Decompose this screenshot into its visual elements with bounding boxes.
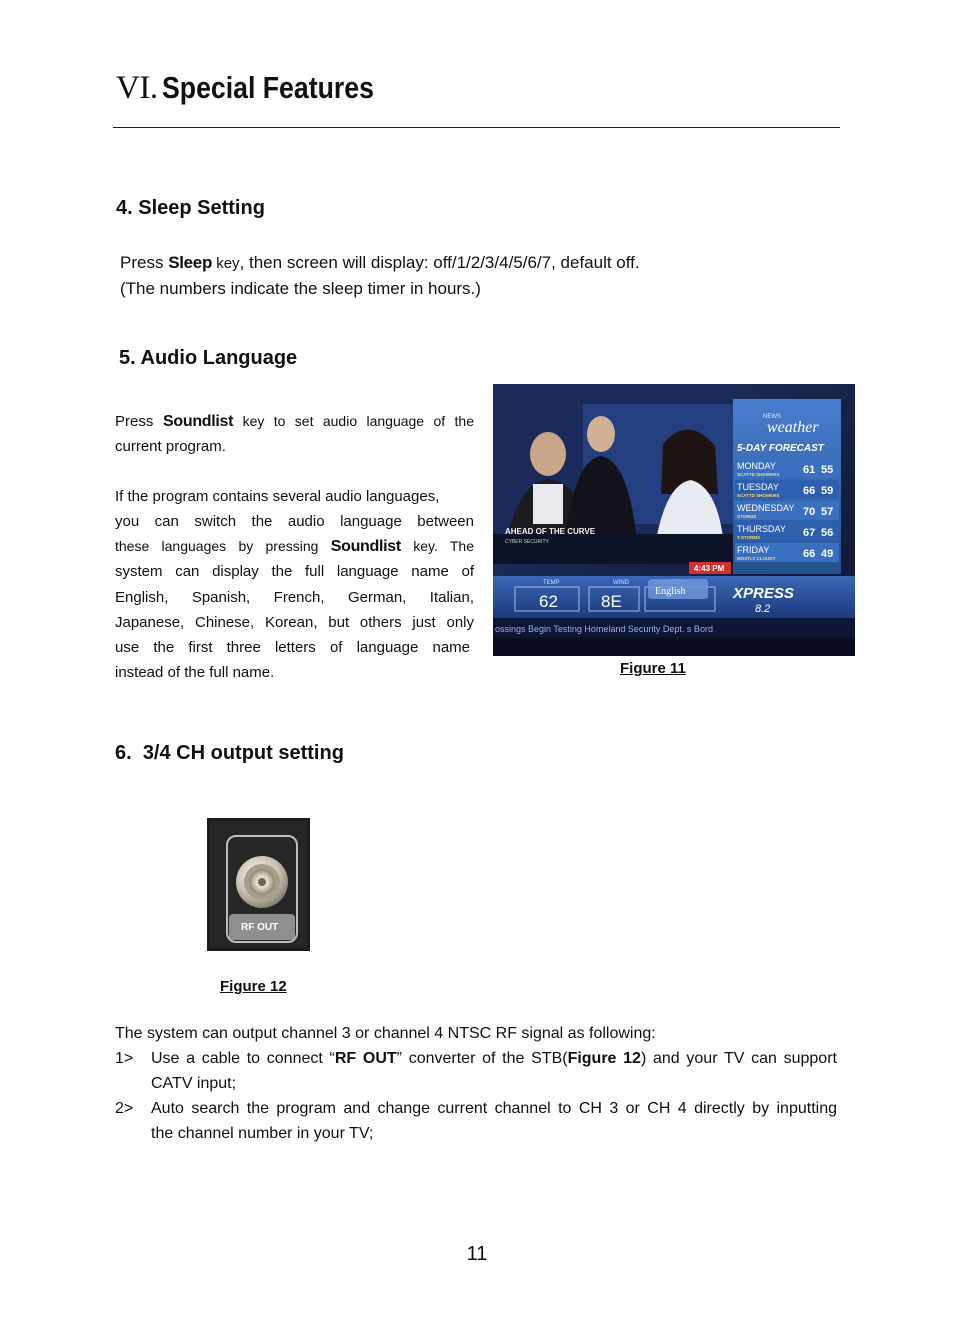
tv-ticker: ossings Begin Testing Homeland Security Dept. s Bord (495, 624, 713, 634)
tv-forecast-days (735, 459, 839, 562)
audio-p2-l3-pre: these languages by pressing (115, 538, 331, 554)
audio-p1-pre: Press (115, 413, 163, 430)
rf-out-label: RF OUT (241, 922, 279, 933)
tv-forecast-day: THURSDAY (737, 524, 786, 534)
header-rule (113, 127, 840, 128)
li1-mid: ” converter of the STB( (396, 1050, 568, 1067)
sleep-line-2: (The numbers indicate the sleep timer in hours.) (120, 279, 481, 298)
audio-heading-title: Audio Language (140, 347, 298, 369)
sleep-key: Sleep (168, 253, 213, 272)
li1-post: ) and your TV can support (640, 1050, 837, 1067)
audio-p1-line1 (115, 409, 474, 434)
output-intro: The system can output channel 3 or channel 4 NTSC RF signal as following: (115, 1025, 656, 1042)
figure-11-tv-screenshot (493, 384, 855, 656)
tv-temp-label: TEMP (543, 580, 560, 586)
audio-heading-number: 5. (119, 347, 136, 369)
tv-news-text: NEWS (763, 414, 781, 420)
list-item-1-line1 (151, 1046, 837, 1071)
list-item-2-line1: Auto search the program and change current channel to CH 3 or CH 4 directly by inputting (151, 1100, 837, 1117)
chapter-title: Special Features (161, 70, 374, 105)
tv-forecast-row (735, 543, 839, 562)
tv-forecast-condition: STORMS (737, 514, 757, 519)
tv-forecast-row (735, 480, 839, 499)
tv-forecast-high: 66 (803, 548, 816, 560)
sleep-key-word: key (212, 255, 240, 272)
audio-p2-l3-post: key. The (400, 538, 474, 554)
tv-forecast-text: 5-DAY FORECAST (737, 443, 824, 454)
tv-forecast-row (735, 501, 839, 520)
ch-heading-title: 3/4 CH output setting (142, 742, 344, 764)
audio-p2-line5: English, Spanish, French, German, Italian, (115, 589, 474, 606)
tv-xpress-number: 8.2 (755, 603, 771, 615)
tv-language-badge: English (655, 586, 686, 597)
tv-forecast-condition: SCATTD SHOWERS (737, 472, 780, 477)
tv-forecast-condition: T-STORMS (737, 535, 761, 540)
tv-forecast-row (735, 459, 839, 478)
soundlist-key-2: Soundlist (330, 538, 401, 555)
tv-broadcast-image (493, 384, 855, 656)
tv-forecast-high: 67 (803, 527, 816, 539)
ch-output-heading (115, 742, 344, 765)
audio-p1-post: key to set audio language of the (233, 413, 474, 429)
audio-p2-line1: If the program contains several audio languages, (115, 488, 440, 505)
sleep-setting-heading: 4. Sleep Setting (116, 197, 265, 219)
tv-forecast-condition: SCATTD SHOWERS (737, 493, 780, 498)
tv-forecast-low: 59 (821, 485, 834, 497)
tv-forecast-day: WEDNESDAY (737, 503, 795, 513)
audio-p2-line6: Japanese, Chinese, Korean, but others just only (115, 614, 474, 631)
audio-p1-line2: current program. (115, 438, 226, 455)
audio-p2-line8: instead of the full name. (115, 664, 275, 681)
tv-forecast-row (735, 522, 839, 541)
audio-p2-line4: system can display the full language name of (115, 563, 474, 580)
sleep-text-pre: Press (120, 253, 169, 272)
tv-forecast-day: MONDAY (737, 461, 776, 471)
tv-wind-value: 8E (601, 592, 622, 611)
list-item-1-line2: CATV input; (151, 1075, 237, 1092)
tv-xpress-logo: XPRESS (733, 585, 794, 602)
tv-forecast-high: 66 (803, 485, 816, 497)
li1-figure-ref: Figure 12 (567, 1050, 641, 1067)
tv-wind-label: WIND (613, 580, 629, 586)
tv-forecast-day: FRIDAY (737, 545, 770, 555)
li1-rf-out: RF OUT (334, 1050, 397, 1067)
tv-forecast-low: 55 (821, 464, 834, 476)
sleep-line-1 (120, 250, 640, 276)
figure-12-caption: Figure 12 (220, 978, 287, 995)
rf-out-connector-icon (207, 818, 310, 951)
audio-p2-line2: you can switch the audio language between (115, 513, 474, 530)
soundlist-key: Soundlist (163, 413, 234, 430)
tv-forecast-high: 70 (803, 506, 816, 518)
tv-ahead-text: AHEAD OF THE CURVE (505, 527, 596, 536)
list-item-2-line2: the channel number in your TV; (151, 1125, 374, 1142)
tv-cyber-text: CYBER SECURITY (505, 539, 549, 545)
figure-11-caption: Figure 11 (620, 660, 686, 677)
ch-heading-number: 6. (115, 742, 132, 764)
figure-12-rf-out-image (207, 818, 310, 951)
tv-forecast-low: 57 (821, 506, 834, 518)
tv-weather-logo: weather (767, 419, 819, 436)
audio-p2-line3 (115, 534, 474, 559)
tv-forecast-day: TUESDAY (737, 482, 779, 492)
tv-forecast-low: 49 (821, 548, 834, 560)
audio-language-heading (119, 347, 297, 370)
tv-forecast-low: 56 (821, 527, 834, 539)
page-number: 11 (466, 1243, 488, 1265)
list-item-1-number: 1> (115, 1050, 134, 1067)
sleep-text-post: , then screen will display: off/1/2/3/4/5/6/7, default off. (239, 253, 640, 272)
tv-forecast-condition: MOSTLY CLOUDY (737, 556, 776, 561)
li1-pre: Use a cable to connect “ (151, 1050, 335, 1067)
list-item-2-number: 2> (115, 1100, 134, 1117)
audio-p2-line7: use the first three letters of language name (115, 639, 470, 656)
tv-time: 4:43 PM (694, 564, 725, 573)
tv-forecast-high: 61 (803, 464, 816, 476)
chapter-numeral: VI. (116, 70, 158, 106)
page-header (116, 70, 408, 107)
tv-temp-value: 62 (539, 592, 558, 611)
